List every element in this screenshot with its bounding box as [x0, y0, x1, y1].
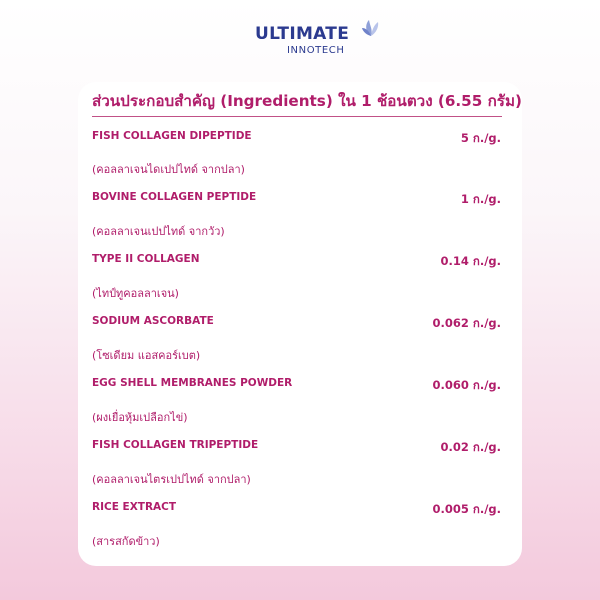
ingredient-name: TYPE II COLLAGEN [92, 253, 200, 265]
ingredient-thai-name: (คอลลาเจนไตรเปปไทด์ จากปลา) [92, 473, 251, 486]
heading-divider [92, 116, 502, 117]
ingredient-thai-name: (คอลลาเจนเปปไทด์ จากวัว) [92, 225, 225, 238]
ingredient-name: FISH COLLAGEN DIPEPTIDE [92, 130, 252, 142]
ingredient-thai-name: (คอลลาเจนไดเปปไทด์ จากปลา) [92, 163, 245, 176]
ingredient-name: BOVINE COLLAGEN PEPTIDE [92, 191, 257, 203]
ingredient-amount: 0.02 ก./g. [440, 440, 501, 454]
brand-name: ULTIMATE [255, 24, 350, 44]
ingredient-name: EGG SHELL MEMBRANES POWDER [92, 377, 293, 389]
ingredient-name: FISH COLLAGEN TRIPEPTIDE [92, 439, 259, 451]
ingredient-thai-name: (ไทป์ทูคอลลาเจน) [92, 287, 179, 300]
ingredient-name: SODIUM ASCORBATE [92, 315, 214, 327]
ingredient-amount: 5 ก./g. [460, 131, 501, 145]
ingredients-heading: ส่วนประกอบสำคัญ (Ingredients) ใน 1 ช้อนตวง (6.55 กรัม) [92, 92, 522, 110]
ingredient-amount: 0.14 ก./g. [440, 254, 501, 268]
ingredient-thai-name: (สารสกัดข้าว) [92, 535, 160, 548]
ingredient-thai-name: (โซเดียม แอสคอร์เบต) [92, 349, 201, 362]
ingredient-thai-name: (ผงเยื่อหุ้มเปลือกไข่) [92, 411, 188, 424]
ingredient-amount: 1 ก./g. [460, 192, 501, 206]
ingredient-name: RICE EXTRACT [92, 501, 177, 513]
brand-logo [255, 22, 375, 62]
brand-subtitle: INNOTECH [287, 45, 345, 56]
ingredient-amount: 0.060 ก./g. [432, 378, 501, 392]
ingredient-amount: 0.005 ก./g. [432, 502, 501, 516]
leaf-icon [361, 18, 381, 38]
ingredient-amount: 0.062 ก./g. [432, 316, 501, 330]
